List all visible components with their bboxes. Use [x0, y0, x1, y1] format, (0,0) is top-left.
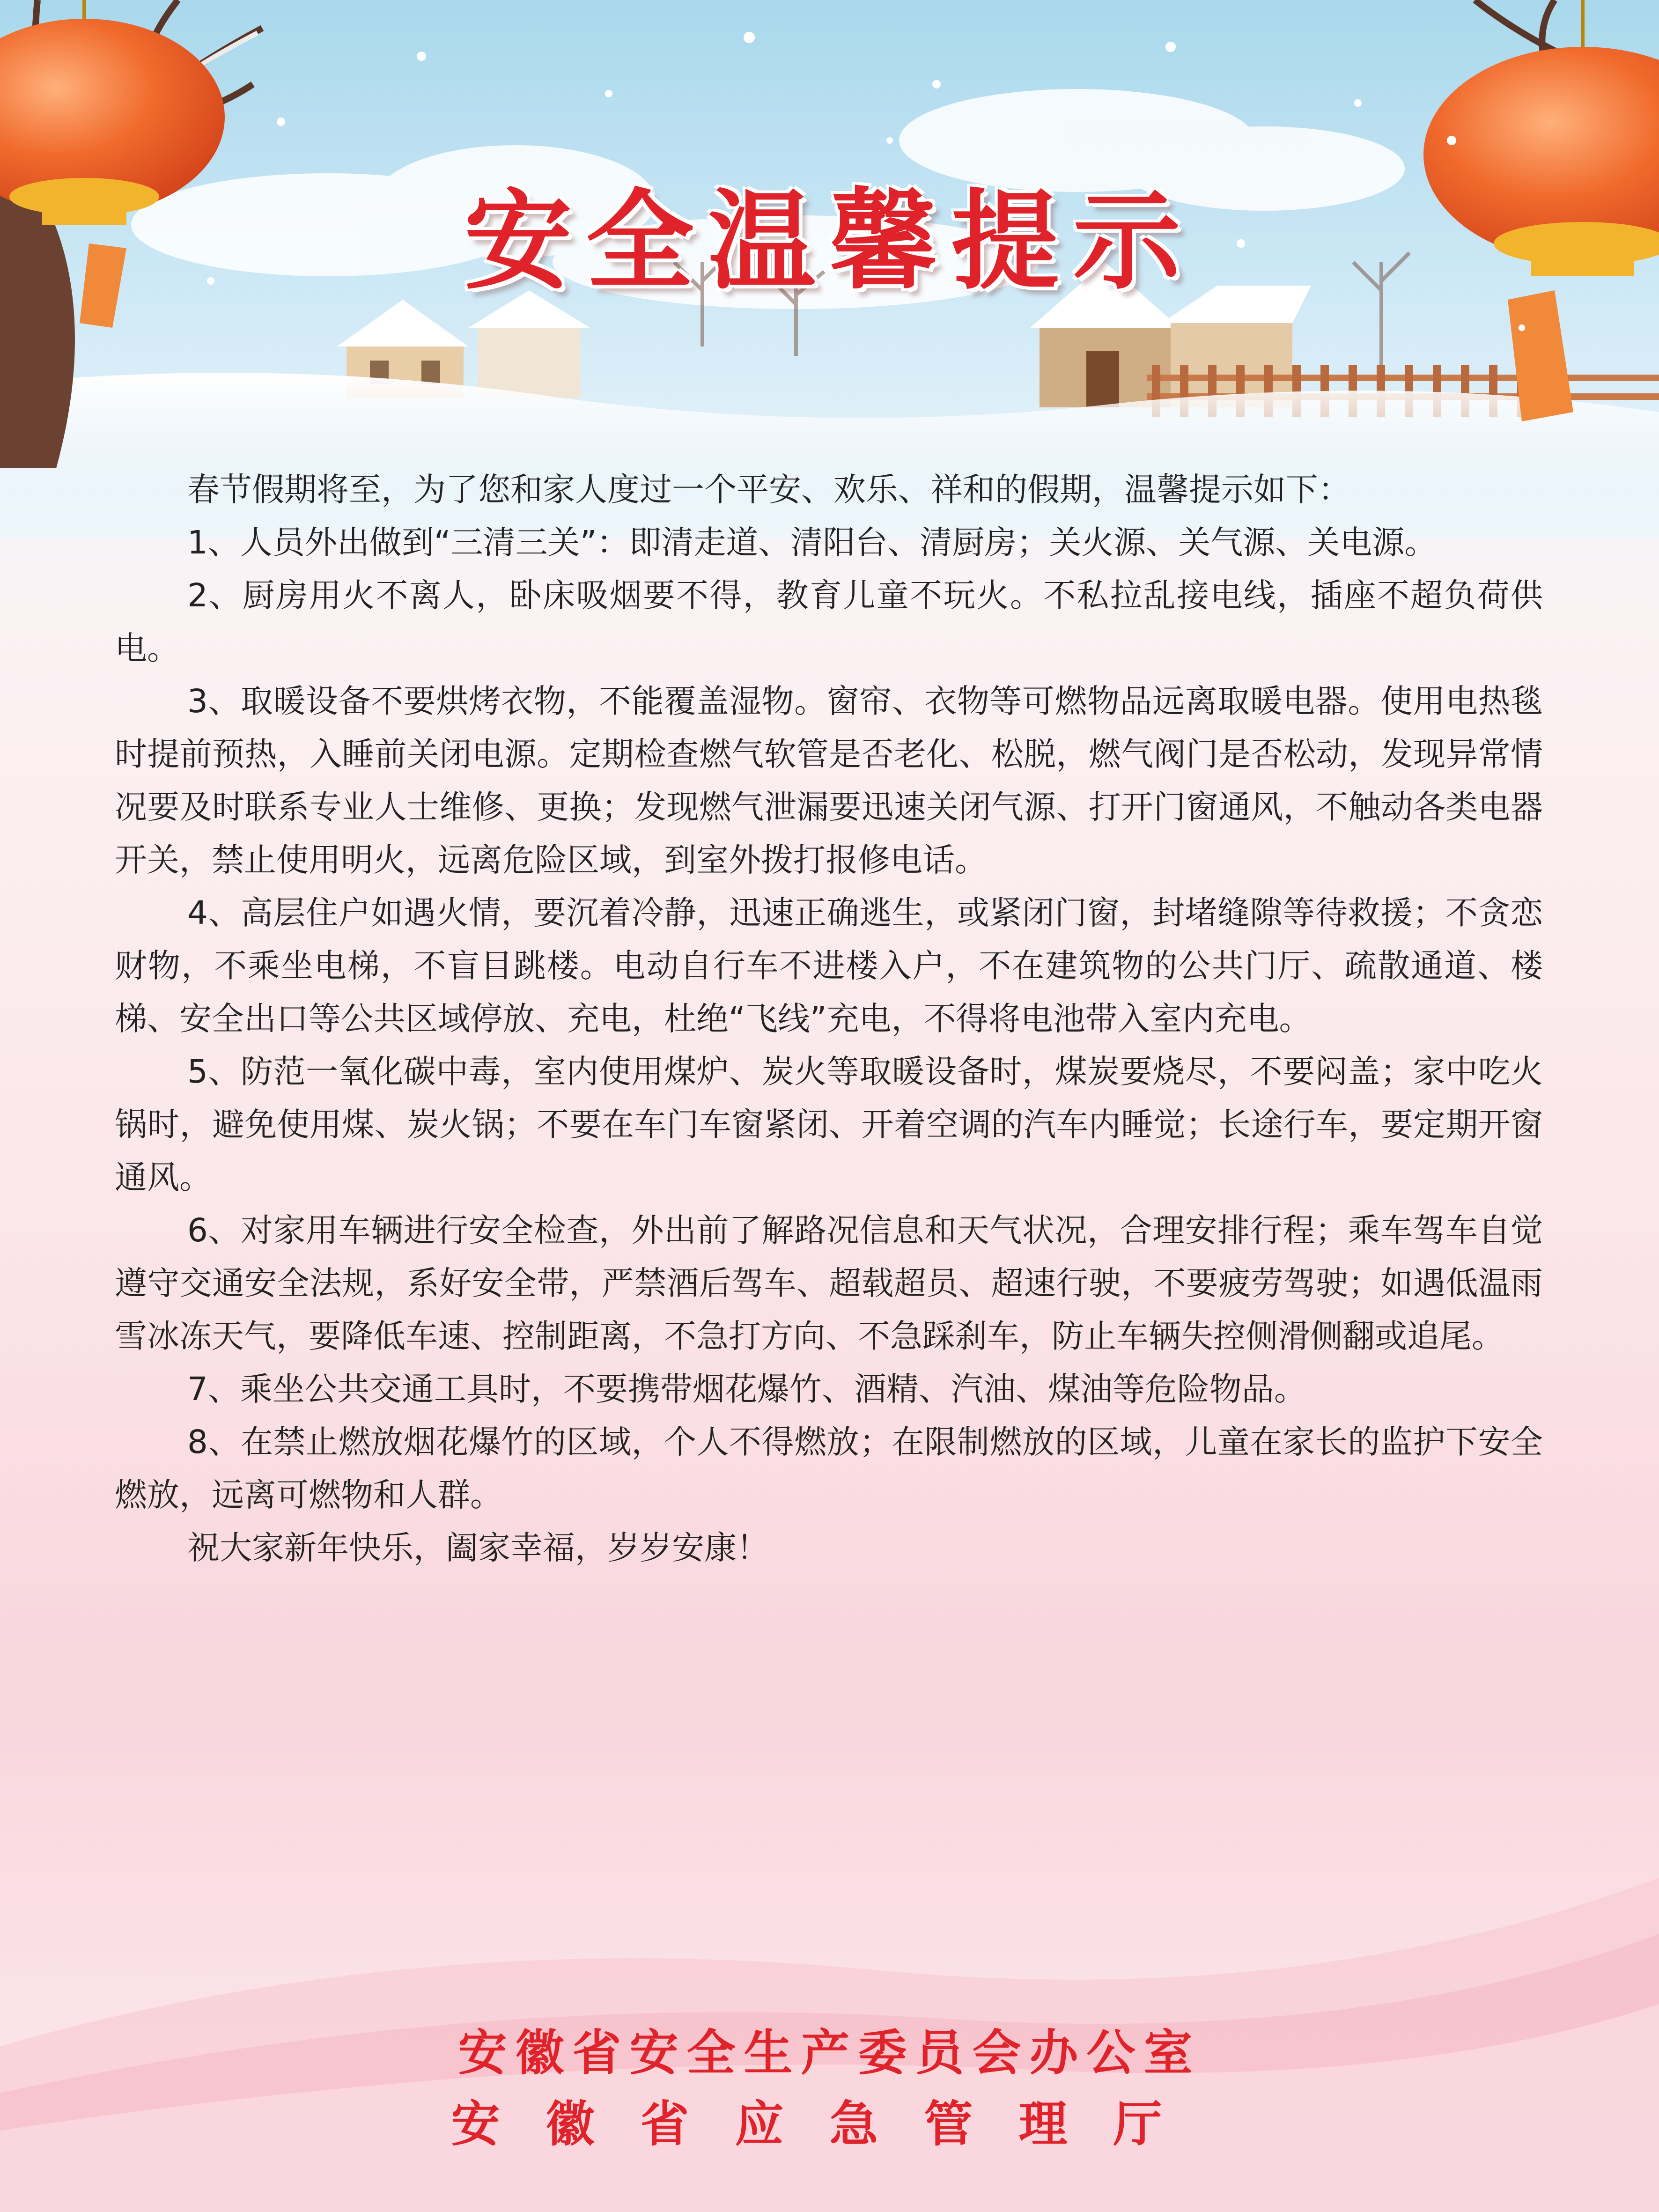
- tip-5: 5、防范一氧化碳中毒，室内使用煤炉、炭火等取暖设备时，煤炭要烧尽，不要闷盖；家中吃火锅时，避免使用煤、炭火锅；不要在车门车窗紧闭、开着空调的汽车内睡觉；长途行车，要定期开窗通风。: [115, 1053, 1543, 1196]
- closing-greeting: 祝大家新年快乐，阖家幸福，岁岁安康！: [187, 1529, 769, 1567]
- intro-paragraph: 春节假期将至，为了您和家人度过一个平安、欢乐、祥和的假期，温馨提示如下：: [187, 471, 1350, 509]
- page-title: 安全温馨提示: [464, 179, 1195, 304]
- tip-2: 2、厨房用火不离人，卧床吸烟要不得，教育儿童不玩火。不私拉乱接电线，插座不超负荷供电。: [115, 577, 1543, 667]
- tip-8: 8、在禁止燃放烟花爆竹的区域，个人不得燃放；在限制燃放的区域，儿童在家长的监护下安全燃放，远离可燃物和人群。: [115, 1423, 1543, 1514]
- tip-4: 4、高层住户如遇火情，要沉着冷静，迅速正确逃生，或紧闭门窗，封堵缝隙等待救援；不贪恋财物，不乘坐电梯，不盲目跳楼。电动自行车不进楼入户，不在建筑物的公共门厅、疏散通道、楼梯、安全出口等公共区域停放、充电，杜绝“飞线”充电，不得将电池带入室内充电。: [115, 894, 1543, 1038]
- tip-1: 1、人员外出做到“三清三关”：即清走道、清阳台、清厨房；关火源、关气源、关电源。: [187, 524, 1437, 561]
- notice-body: [115, 464, 1543, 1575]
- footer-org-1: 安徽省安全生产委员会办公室: [458, 2024, 1201, 2081]
- tip-6: 6、对家用车辆进行安全检查，外出前了解路况信息和天气状况，合理安排行程；乘车驾车自觉遵守交通安全法规，系好安全带，严禁酒后驾车、超载超员、超速行驶，不要疲劳驾驶；如遇低温雨雪冰冻天气，要降低车速、控制距离，不急打方向、不急踩刹车，防止车辆失控侧滑侧翻或追尾。: [115, 1212, 1543, 1355]
- footer-org-2: 安徽省应急管理厅: [451, 2095, 1208, 2153]
- tip-7: 7、乘坐公共交通工具时，不要携带烟花爆竹、酒精、汽油、煤油等危险物品。: [187, 1371, 1306, 1408]
- tip-3: 3、取暖设备不要烘烤衣物，不能覆盖湿物。窗帘、衣物等可燃物品远离取暖电器。使用电热毯时提前预热，入睡前关闭电源。定期检查燃气软管是否老化、松脱，燃气阀门是否松动，发现异常情况要及时联系专业人士维修、更换；发现燃气泄漏要迅速关闭气源、打开门窗通风，不触动各类电器开关，禁止使用明火，远离危险区域，到室外拨打报修电话。: [115, 683, 1543, 879]
